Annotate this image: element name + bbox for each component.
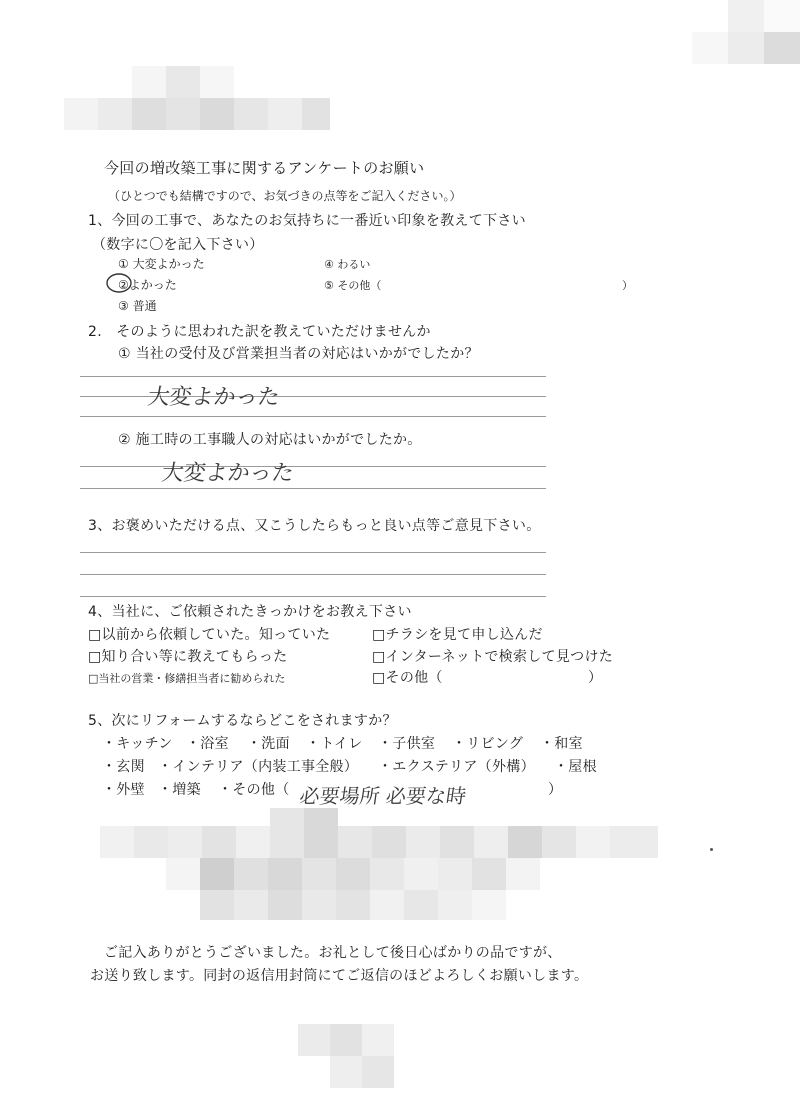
handwritten-other-answer: 必要場所 必要な時 — [298, 784, 468, 808]
q4-question: 4、当社に、ご依頼されたきっかけをお教え下さい — [88, 604, 412, 620]
q1-option-1: ① 大変よかった — [118, 257, 205, 271]
q2-sub2: ② 施工時の工事職人の対応はいかがでしたか。 — [118, 432, 422, 448]
q5-kids-room: ・子供室 — [378, 736, 436, 752]
q1-option-2: ②よかった — [118, 278, 177, 292]
q4-option-internet: □インターネットで検索して見つけた — [372, 649, 614, 665]
q4-option-other-close: ） — [588, 670, 603, 686]
answer-line — [80, 596, 546, 597]
q4-option-flyer: □チラシを見て申し込んだ — [372, 627, 543, 643]
q1-question: 1、今回の工事で、あなたのお気持ちに一番近い印象を教えて下さい — [88, 213, 526, 229]
answer-line — [80, 376, 546, 377]
q5-entrance: ・玄関 — [102, 759, 145, 775]
q2-sub1: ① 当社の受付及び営業担当者の対応はいかがでしたか？ — [118, 346, 479, 362]
q5-other-close: ） — [548, 782, 563, 798]
q5-other: ・その他（ — [218, 782, 290, 798]
handwritten-answer-1: 大変よかった — [145, 385, 282, 410]
handwritten-answer-2: 大変よかった — [159, 461, 296, 486]
answer-line — [80, 552, 546, 553]
survey-title: 今回の増改築工事に関するアンケートのお願い — [104, 159, 425, 177]
q3-question: 3、お褒めいただける点、又こうしたらもっと良い点等ご意見下さい。 — [88, 518, 541, 534]
answer-line — [80, 466, 546, 467]
scan-speck — [710, 848, 713, 851]
q5-kitchen: ・キッチン — [102, 736, 173, 752]
q1-option-4: ④ わるい — [324, 258, 371, 271]
closing-line-2: お送り致します。同封の返信用封筒にてご返信のほどよろしくお願いします。 — [90, 968, 589, 984]
q5-question: 5、次にリフォームするならどこをされますか？ — [88, 713, 397, 729]
q5-outer-wall: ・外壁 — [102, 782, 145, 798]
q5-interior: ・インテリア（内装工事全般） — [158, 759, 359, 775]
survey-subtitle: （ひとつでも結構ですので、お気づきの点等をご記入ください。） — [108, 189, 462, 203]
q5-extension: ・増築 — [158, 782, 201, 798]
q5-japanese-room: ・和室 — [540, 736, 583, 752]
answer-line — [80, 416, 546, 417]
q4-option-acquaintance: □知り合い等に教えてもらった — [88, 649, 288, 665]
q5-washroom: ・洗面 — [247, 736, 290, 752]
q5-toilet: ・トイレ — [306, 736, 363, 752]
q4-option-known: □以前から依頼していた。知っていた — [88, 627, 331, 643]
q5-exterior: ・エクステリア（外構） — [378, 759, 535, 775]
answer-line — [80, 488, 546, 489]
answer-line — [80, 574, 546, 575]
closing-line-1: ご記入ありがとうございました。お礼として後日心ばかりの品ですが、 — [104, 945, 562, 961]
q1-option-5: ⑤ その他（ — [324, 279, 382, 292]
q4-option-other: □その他（ — [372, 670, 443, 686]
q1-instruction: （数字に〇を記入下さい） — [92, 237, 264, 253]
q5-bathroom: ・浴室 — [186, 736, 229, 752]
q2-question: 2. そのように思われた訳を教えていただけませんか — [88, 324, 431, 340]
q5-living: ・リビング — [452, 736, 524, 752]
q5-roof: ・屋根 — [554, 759, 597, 775]
q1-option-3: ③ 普通 — [118, 299, 157, 313]
q4-option-sales: □当社の営業・修繕担当者に勧められた — [88, 672, 286, 685]
selected-circle-mark — [104, 270, 134, 296]
q1-option-5-close: ） — [622, 279, 633, 292]
